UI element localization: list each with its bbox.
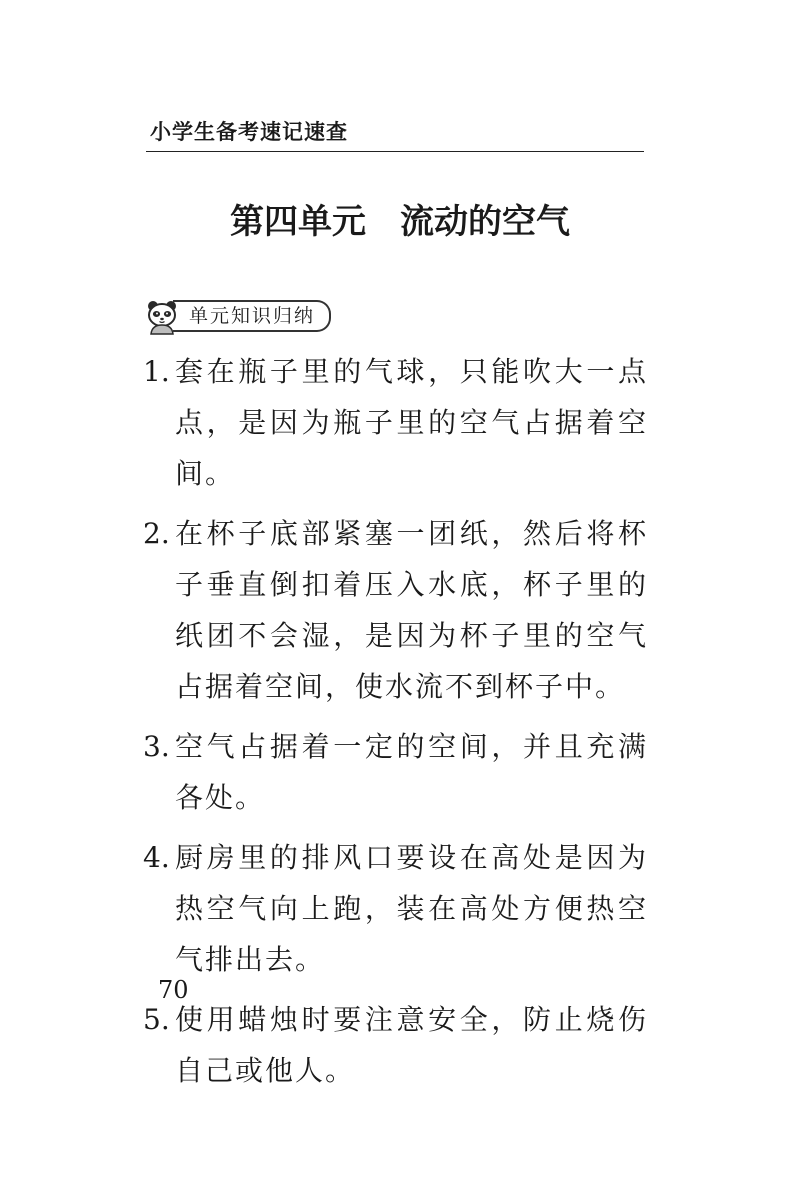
header-rule: [146, 151, 644, 152]
item-text: 厨房里的排风口要设在高处是因为热空气向上跑，装在高处方便热空气排出去。: [175, 841, 648, 976]
list-item: [143, 346, 648, 499]
item-number: 2.: [143, 517, 170, 550]
list-item: [143, 508, 648, 712]
book-title: 小学生备考速记速查: [150, 120, 348, 144]
item-number: 5.: [143, 1003, 170, 1036]
item-text: 在杯子底部紧塞一团纸，然后将杯子垂直倒扣着压入水底，杯子里的纸团不会湿，是因为杯子里的空气占据着空间，使水流不到杯子中。: [175, 517, 648, 703]
item-number: 1.: [143, 355, 170, 388]
item-number: 3.: [143, 730, 170, 763]
unit-title: 第四单元 流动的空气: [230, 202, 570, 242]
item-text: 套在瓶子里的气球，只能吹大一点点，是因为瓶子里的空气占据着空间。: [175, 355, 648, 490]
item-text: 使用蜡烛时要注意安全，防止烧伤自己或他人。: [175, 1003, 648, 1087]
list-item: [143, 721, 648, 823]
section-badge: [145, 297, 331, 335]
knowledge-list: [143, 346, 648, 1105]
item-text: 空气占据着一定的空间，并且充满各处。: [175, 730, 648, 814]
list-item: [143, 994, 648, 1096]
list-item: [143, 832, 648, 985]
page-number: 70: [158, 976, 189, 1004]
section-label: 单元知识归纳: [173, 300, 331, 332]
item-number: 4.: [143, 841, 170, 874]
